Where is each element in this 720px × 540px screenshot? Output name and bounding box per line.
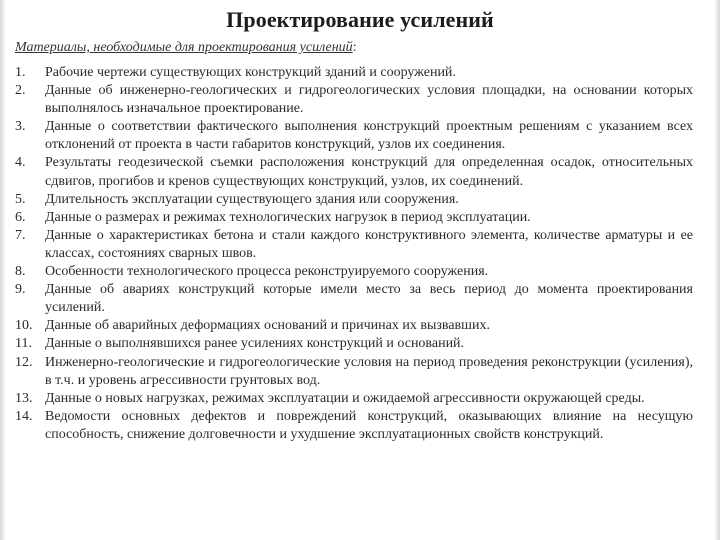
list-item bbox=[15, 263, 693, 281]
list-item bbox=[15, 281, 693, 317]
list-item-text: Инженерно-геологические и гидрогеологические условия на период проведения реконструкции (усиления), в т.ч. и уровень агрессивности грунтовых вод. bbox=[45, 354, 693, 388]
list-item-text: Данные о соответствии фактического выполнения конструкций проектным решениям с указанием всех отклонений от проекта в части габаритов конструкций, узлов их соединения. bbox=[45, 119, 693, 153]
list-item-text: Данные о размерах и режимах технологических нагрузок в период эксплуатации. bbox=[45, 209, 531, 225]
list-item-number: 3. bbox=[15, 119, 26, 135]
list-item bbox=[15, 209, 693, 227]
list-item-number: 12. bbox=[15, 354, 33, 370]
list-item-number: 4. bbox=[15, 155, 26, 171]
list-item-number: 7. bbox=[15, 227, 26, 243]
list-item-number: 1. bbox=[15, 65, 26, 80]
list-item bbox=[15, 154, 693, 190]
list-item bbox=[15, 191, 693, 209]
subtitle bbox=[15, 40, 357, 56]
list-item-number: 14. bbox=[15, 408, 33, 424]
list-item-number: 13. bbox=[15, 390, 33, 406]
list-item-number: 6. bbox=[15, 209, 26, 225]
list-item-text: Результаты геодезической съемки расположения конструкций для определенная осадок, относительных сдвигов, прогибов и кренов существующих конструкций, узлов, их соединений. bbox=[45, 155, 693, 189]
list-item-text: Данные об инженерно-геологических и гидрогеологических условия площадки, на основании которых выполнялось изначальное проектирование. bbox=[45, 83, 693, 117]
list-item-number: 5. bbox=[15, 191, 26, 207]
list-item bbox=[15, 317, 693, 335]
list-item bbox=[15, 118, 693, 154]
list-item-text: Данные о выполнявшихся ранее усилениях конструкций и оснований. bbox=[45, 336, 465, 352]
list-item bbox=[15, 227, 693, 263]
list-item-number: 9. bbox=[15, 282, 26, 298]
requirements-list bbox=[15, 64, 693, 444]
right-edge-shadow bbox=[714, 0, 720, 540]
list-item bbox=[15, 408, 693, 444]
page-title: Проектирование усилений bbox=[226, 7, 494, 32]
list-item-number: 10. bbox=[15, 318, 33, 334]
list-item bbox=[15, 335, 693, 353]
list-item-number: 2. bbox=[15, 83, 26, 99]
list-item-text: Ведомости основных дефектов и повреждений конструкций, оказывающих влияние на несущую способность, снижение долговечности и ухудшение эксплуатационных свойств конструкций. bbox=[45, 408, 693, 442]
list-item bbox=[15, 82, 693, 118]
list-item bbox=[15, 390, 693, 408]
list-item-text: Данные о новых нагрузках, режимах эксплуатации и ожидаемой агрессивности окружающей среды. bbox=[45, 390, 645, 406]
subtitle-text: Материалы, необходимые для проектирования усилений bbox=[15, 40, 353, 55]
list-item bbox=[15, 354, 693, 390]
left-edge-shadow bbox=[0, 0, 6, 540]
list-item-text: Рабочие чертежи существующих конструкций зданий и сооружений. bbox=[45, 65, 456, 80]
list-item-number: 11. bbox=[15, 336, 32, 352]
subtitle-colon: : bbox=[352, 40, 357, 55]
list-item-number: 8. bbox=[15, 264, 26, 280]
list-item-text: Длительность эксплуатации существующего здания или сооружения. bbox=[45, 191, 459, 207]
list-item-text: Особенности технологического процесса реконструируемого сооружения. bbox=[45, 264, 489, 280]
list-item-text: Данные об аварийных деформациях оснований и причинах их вызвавших. bbox=[45, 318, 490, 334]
list-item bbox=[15, 64, 693, 82]
list-item-text: Данные об авариях конструкций которые имели место за весь период до момента проектирования усилений. bbox=[45, 282, 693, 316]
list-item-text: Данные о характеристиках бетона и стали каждого конструктивного элемента, количестве арматуры и ее классах, состояниях сварных швов. bbox=[45, 227, 693, 261]
